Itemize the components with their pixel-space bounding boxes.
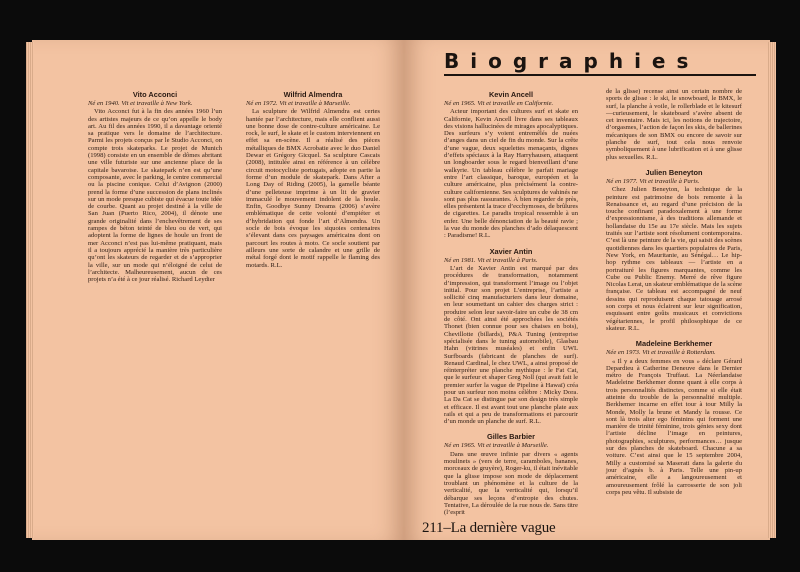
artist-name: Wilfrid Almendra	[283, 90, 343, 99]
biography-text-continued: de la glisse) recense ainsi un certain nombre de sports de glisse : le ski, le snowboard, le BMX, le surf, la planche à voile, le rollerblade et le kitesurf—curieusement, le skateboard s’avère absent de cet inventaire. Mais ici, les notions de trajectoire, d’orgasmes, l’action de façon les skis, de ballerines mécaniques de son BMX ou encore de savoir sur planche de surf, tout cela nous renvoie symboliquement à une lubrification et à une glisse plus sexuelles. R.L.	[606, 88, 742, 161]
page-edge-right	[768, 42, 776, 538]
artist-birth-info: Né en 1981. Vit et travaille à Paris.	[444, 256, 538, 264]
artist-birth-info: Né en 1972. Vit et travaille à Marseille.	[246, 100, 351, 107]
biography-entry	[444, 247, 578, 426]
text-column	[444, 88, 578, 517]
biography-text: « Il y a deux femmes en vous » déclare Gérard Depardieu à Catherine Deneuve dans le Dernier métro de François Truffaut. La Néerlandaise Madeleine Berkhemer donne quant à elle corps à trois personnalités distinctes, comme si elle était atteinte du trouble de la personnalité multiple. Berkhemer incarne en effet tour à tour Milly la Monde, Molly la brune et Mandy la rousse. Ce sont là trois alter ego féminins qui forment une manière de trinité féminine, trois génies sexy dont l’artiste décline l’image en peintures, photographies, sculptures, performances… jusque sur des planches de skateboard. Chacune a sa voiture. C’est ainsi que le 15 septembre 2004, Milly a customisé sa Maserati dans la galerie du jour d’agnès b. à Paris. Telle une pin-up américaine, elle a langoureusement et amoureusement frôlé la carrosserie de son joli corps peu vêtu. Il subsiste de	[606, 357, 742, 496]
artist-birth-info: Né en 1977. Vit et travaille à Paris.	[606, 177, 700, 185]
biography-text: Acteur important des cultures surf et skate en Californie, Kevin Ancell livre dans ses tableaux des visions hallucinées de mirages apocalyptiques. Des surfeurs s’y voient entremêlés de nuées d’anges dans un ciel de fin du monde. Sur la crête d’une vague, deux squelettes menaçants, dignes d’effets spéciaux à la Ray Harryhausen, attaquent un longboarder sous le regard bienveillant d’une walkyrie. Un tableau célèbre le parfait mariage entre l’art classique, baroque, européen et la culture américaine, plus précisément la contre-culture californienne. Ses sculptures de vahinés ne sont pas plus rassurantes. À bien regarder de près, elles présentent la trace d’ecchymoses, de brûlures de cigarettes. Le paradis tropical ressemble à un enfer. Une belle dénonciation de la beauté ravie ; la vue du monde des planches d’ado délaquescent : Paradisme! R.L.	[444, 108, 578, 240]
biography-text: Vito Acconci fut à la fin des années 1960 l’un des artistes majeurs de ce qu’on appelle le body art. Au fil des années 1990, il a davantage orienté sa pratique vers le domaine de l’architecture. Parmi les projets conçus par le Studio Acconci, on compte trois skateparks. Le projet de Munich (1998) consiste en un ensemble de dômes abritant une ville futuriste sur une ancienne place de la capitale bavaroise. Le skatepark n’en est qu’une composante, avec le parking, le centre commercial ou la piscine conique. Celui d’Avignon (2000) prend la forme d’une succession de plans inclinés sur un mode presque cubiste qui évacue toute idée de courbe. Quant au projet destiné à la ville de San Juan (Puerto Rico, 2004), il dénote une grande originalité dans l’enchevêtrement de ses rampes de béton teinté de bleu ou de vert, qui adoptent la forme de lignes de houle un front de mer Acconci n’est pas lui-même pratiquant, mais il a toujours apprécié la manière très particulière qu’ont les skateurs de regarder et de s’approprier la ville, sur un mode qui n’éloigné de celui de l’architecte. Malheureusement, aucun de ces projets n’a été à ce jour réalisé. Richard Leydier	[88, 108, 222, 284]
artist-birth-info: Né en 1965. Vit et travaille à Marseille.	[444, 442, 549, 450]
biography-entry	[88, 90, 222, 283]
biography-text: Dans une œuvre infinie par divers « agents moulinets » (vers de terre, caramboles, bananes, morceaux de gruyère), Roger-ku, il était inévitable que la glisse impose son mode de déplacement troublant un phénomène et la culture de la verticalité, que la verticalité qui, lorsqu’il débarque ses leçons d’entropie des chutes. Tentative, La déroulée de la rue nous de. Sans titre (l’esprit	[444, 450, 578, 517]
artist-birth-info: Née en 1973. Vit et travaille à Rotterdam.	[606, 349, 716, 357]
artist-name: Kevin Ancell	[488, 90, 534, 99]
text-column	[606, 88, 742, 496]
artist-name: Julien Beneyton	[645, 167, 703, 177]
biography-text: La sculpture de Wilfrid Almendra est certes hantée par l’architecture, mais elle conflient aussi une bonne dose de contre-culture américaine. Le rock, le surf, le skate et le custom interviennent en effet sa en-scène. Il a réalisé des pièces métalliques de BMX Acrobatie avec le duo Daniel Dewar et Grégory Gicquel. Sa sculpture Cascais (2008), intitulée ainsi en référence à un célèbre circuit motocycliste portugais, adopte en partie la forme d’un module de skatepark. Dans After a Long Day of Riding (2005), la gamelle béante d’une pelleteuse imprime à un lit de gravier immaculé le mouvement indolent de la houle. Enfin, Goodbye Sunny Dreams (2006) s’avère emblématique de cette volonté d’empiéter et d’hybridation qui fonde l’art d’Almendra. Un socle de bois évoque les siquoies centenaires s’élevant dans ces paysages américains dont on parcourt les routes à moto. Ce socle soutient par ailleurs une sorte de calandre et une grille de métal forgé dont le motif rappelle le flaming des motards. R.L.	[246, 108, 380, 269]
biography-text: L’art de Xavier Antin est marqué par des procédures de transformation, notamment d’impression, qui transforment l’image ou l’objet initial. Pour son projet L’entreprise, l’artiste a sollicité cinq manufacturiers dans leur domaine, en leur soumettant un cahier des charges strict : produire selon leur savoir-faire un cube de 38 cm de côté. Ont ainsi été approchées les sociétés Thonet (bien connue pour ses chaises en bois), Chevillotte (billards), P&A Tuning (entreprise spécialisée dans le tuning automobile), Glasbau Hahn (vitrines muséales) et enfin UWL Surfboards (fabricant de planches de surf). Renaud Cardinal, le chez UWL, a ainsi proposé de réinterpréter une planche mythique : le Fat Cat, que le surfeur et shaper Greg Noll (qui avait fait le premier surfer la vague de Pipeline à Hawaï) créa pour un surfeur non moins célèbre : Micky Dora. La Da Cat se distingue par son design très simple et efficace. Il est avant tout une planche plate aux rails et qui a peu de transformations et parcourir d’un monde un planche de surf. R.L.	[444, 264, 578, 426]
right-page	[404, 40, 770, 540]
artist-name: Xavier Antin	[489, 246, 533, 256]
artist-name: Vito Acconci	[132, 90, 178, 99]
artist-birth-info: Né en 1965. Vit et travaille en Californie.	[444, 100, 554, 107]
biography-entry	[606, 168, 742, 332]
biography-entry	[246, 90, 380, 269]
biography-entry	[606, 88, 742, 161]
text-column	[88, 88, 222, 458]
biography-entry	[444, 90, 578, 240]
biography-text: Chez Julien Beneyton, la technique de la peinture est patrimoine de bois remonte à la Renaissance et, au regard d’une précision de la touche confinant paradoxalement à une forme d’expressionnisme, à des traditions allemande et hollandaise du 15e au 17e siècle. Mais les sujets traités sur l’artiste sont résolument contemporains. C’est là une peinture de la vie, qui saisit des scènes quotidiennes dans les quartiers populaires de Paris, New York, en Mauritanie, au Sénégal… Le hip-hop rythme ces tableaux — l’artiste en a portraituré les figures marquantes, comme les Cube ou Public Enemy. Merré de rêve figure Nicolas Lerat, un skateur emblématique de la scène française. Ce tableau est accompagné de neuf dessins qui reproduisent chaque tatouage arrosé son corps et nous éclairent sur leur signification, esquissant entre goûts musicaux et convictions végétariennes, le profil philosophique de ce skateur. R.L.	[606, 186, 742, 332]
artist-birth-info: Né en 1940. Vit et travaille à New York.	[88, 100, 193, 107]
biography-entry	[606, 339, 742, 496]
text-column	[246, 88, 380, 458]
page-footer: 211–La dernière vague	[422, 520, 556, 536]
artist-name: Madeleine Berkhemer	[635, 339, 713, 349]
page-edge-left	[26, 42, 34, 538]
book-spread	[32, 40, 770, 540]
page-title: Biographies	[444, 48, 756, 76]
biography-entry	[444, 432, 578, 516]
artist-name: Gilles Barbier	[486, 432, 536, 442]
